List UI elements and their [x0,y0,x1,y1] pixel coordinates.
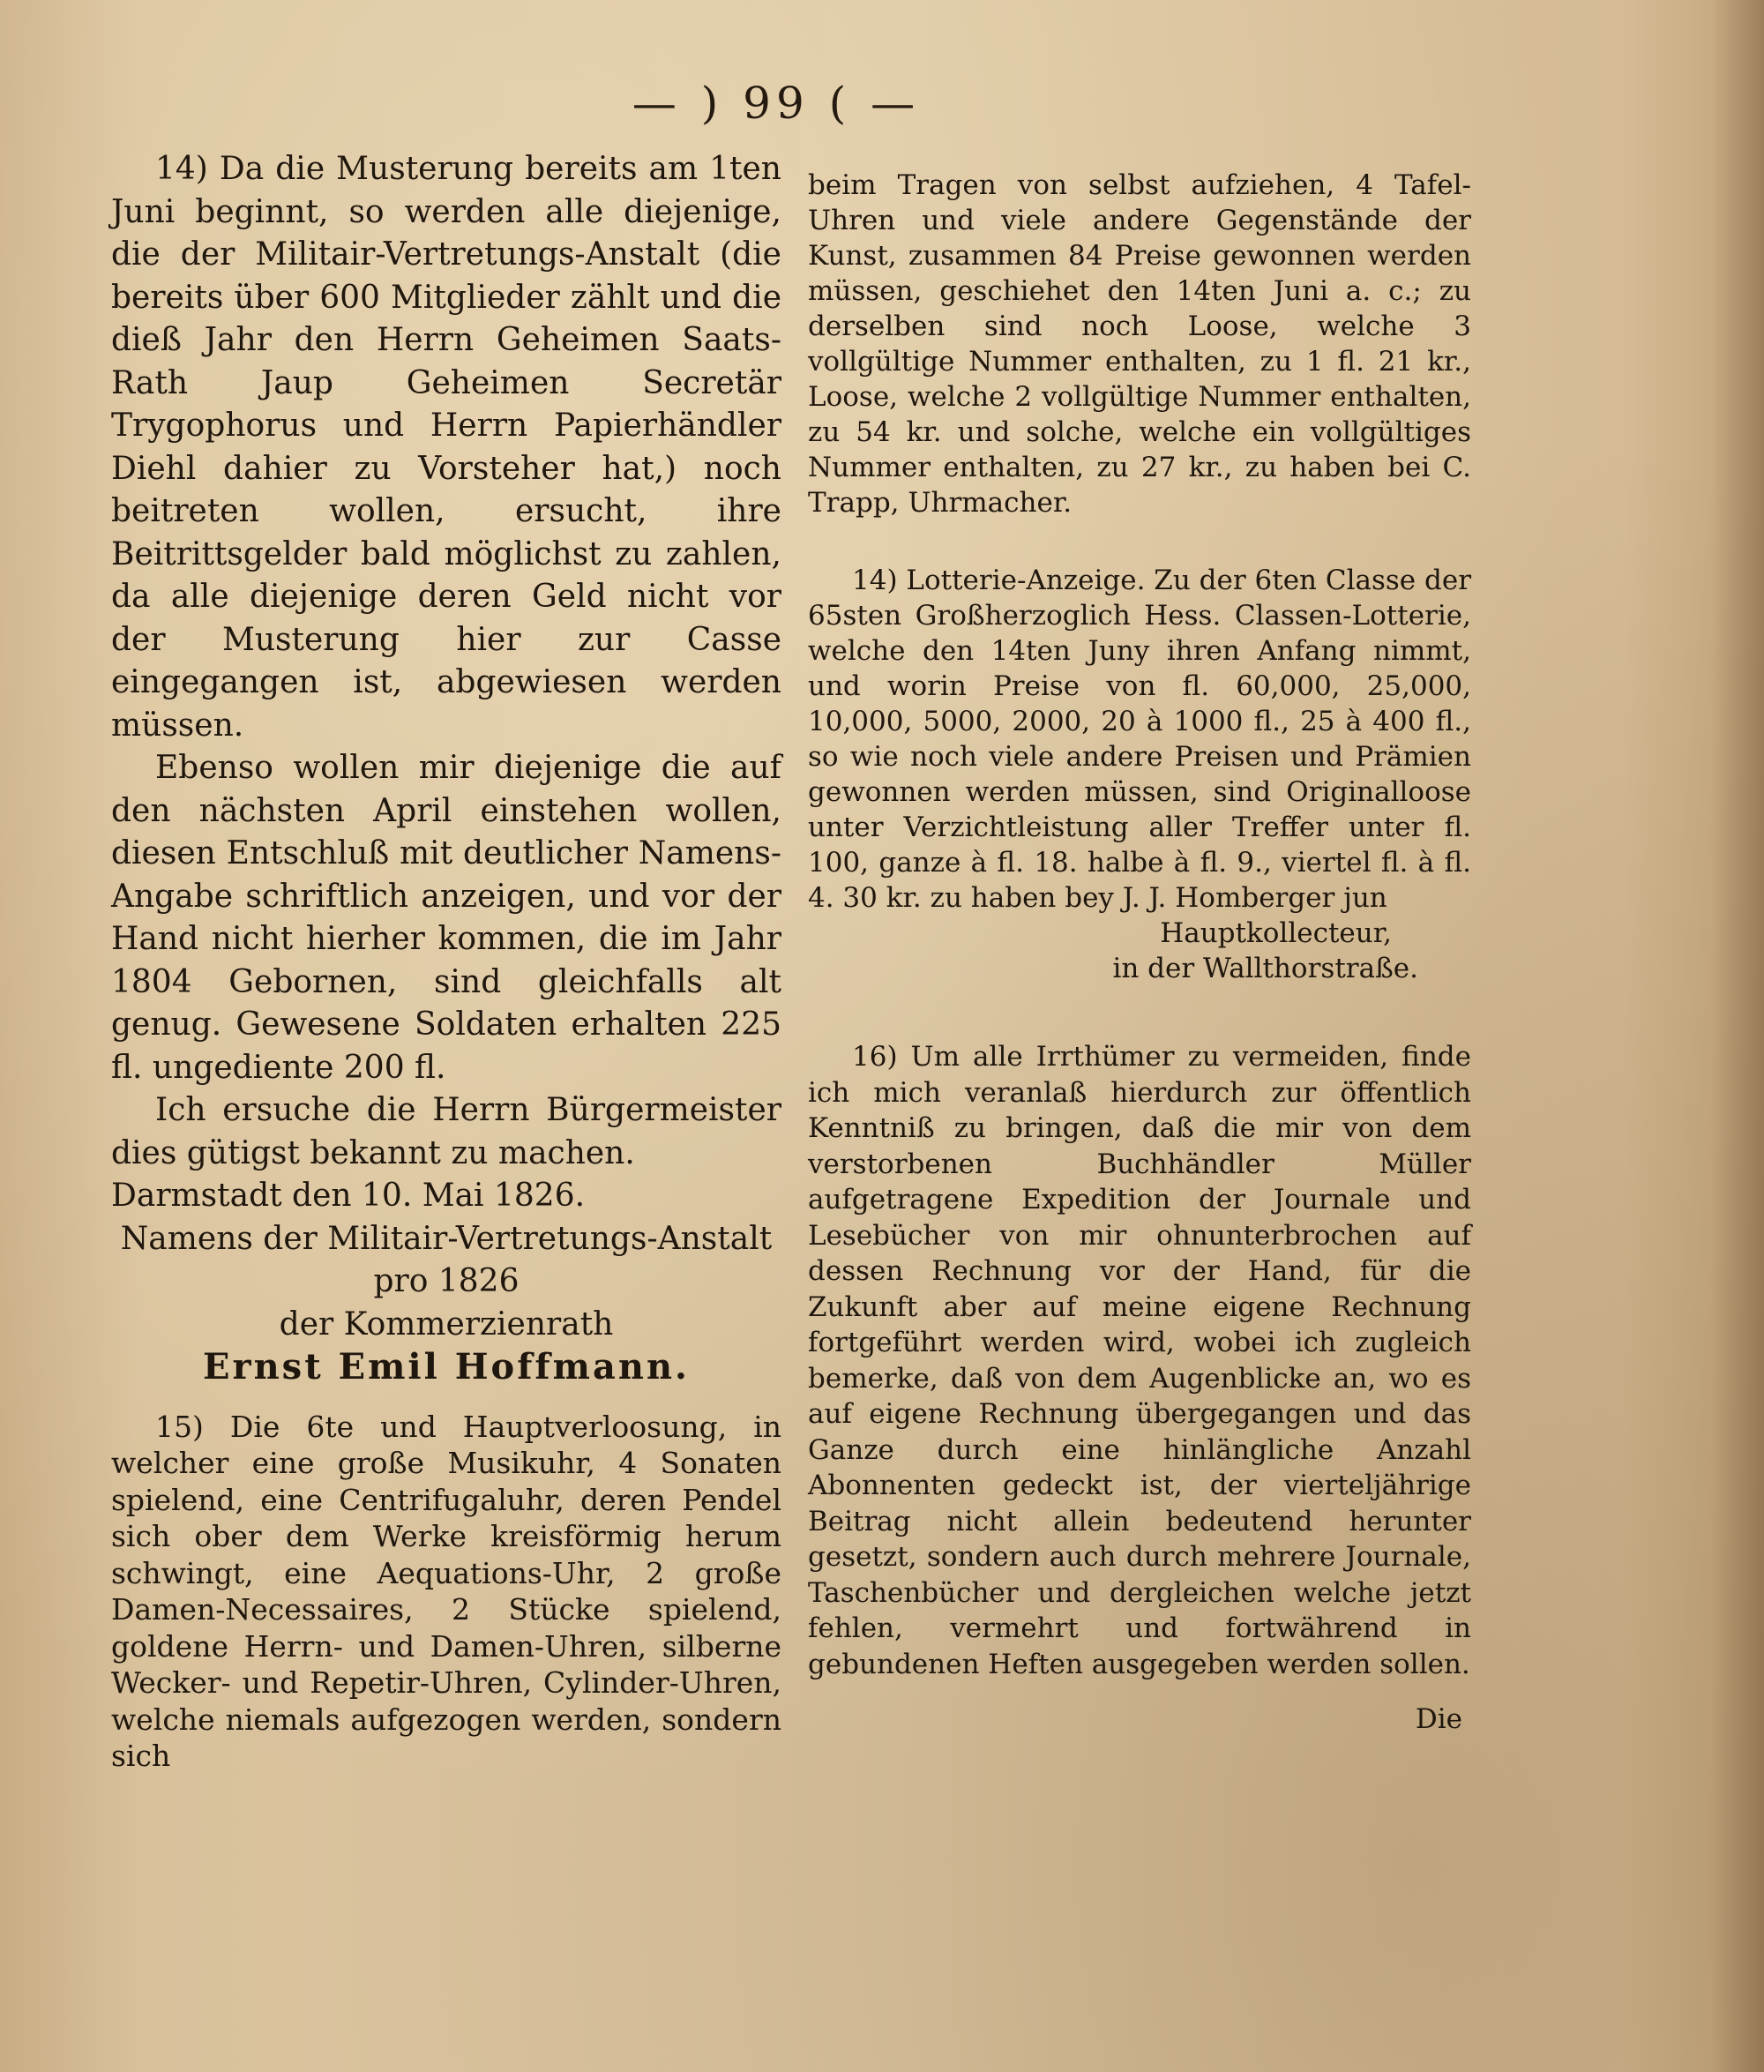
notice-14-lotterie: 14) Lotterie-Anzeige. Zu der 6ten Classe der 65sten Großherzoglich Hess. Classen-Lotterie, welche den 14ten Juny ihren Anfang nimmt, und worin Preise von fl. 60,000, 25,000, 10,000, 5000, 2000, 20 à 1000 fl., 25 à 400 fl., so wie noch viele andere Preisen und Prämien gewonnen werden müssen, sind Originalloose unter Verzichtleistung aller Treffer unter fl. 100, ganze à fl. 18. halbe à fl. 9., viertel fl. à fl. 4. 30 kr. zu haben bey J. J. Homberger jun [808,565,1472,914]
date-line: Darmstadt den 10. Mai 1826. [111,1178,586,1214]
lotterie-signature-1: Hauptkollecteur, [1160,917,1392,949]
right-column [808,168,1471,1737]
spacer [111,1389,781,1409]
signature-line-1: Namens der Militair-Vertretungs-Anstalt pro 1826 [120,1220,773,1299]
notice-ersuche: Ich ersuche die Herrn Bürgermeister dies gütigst bekannt zu machen. [111,1092,781,1171]
notice-15: 15) Die 6te und Hauptverloosung, in welcher eine große Musikuhr, 4 Sonaten spielend, eine Centrifugaluhr, deren Pendel sich ober dem Werke kreisförmig herum schwingt, eine Aequations-Uhr, 2 große Damen-Necessaires, 2 Stücke spielend, goldene Herrn- und Damen-Uhren, silberne Wecker- und Repetir-Uhren, Cylinder-Uhren, welche niemals aufgezogen werden, sondern sich [111,1409,781,1773]
page-header: — ) 99 ( — [632,78,921,129]
notice-ebenso: Ebenso wollen mir diejenige die auf den nächsten April einstehen wollen, diesen Entschluß mit deutlicher Namens-Angabe schriftlich anzeigen, und vor der Hand nicht hierher kommen, die im Jahr 1804 Gebornen, sind gleichfalls alt genug. Gewesene Soldaten erhalten 225 fl. ungediente 200 fl. [111,750,781,1086]
spacer [808,520,1471,563]
notice-14-militair: 14) Da die Musterung bereits am 1ten Juni beginnt, so werden alle diejenige, die der Militair-Vertretungs-Anstalt (die bereits über 600 Mitglieder zählt und die dieß Jahr den Herrn Geheimen Saats-Rath Jaup Geheimen Secretär Trygophorus und Herrn Papierhändler Diehl dahier zu Vorsteher hat,) noch beitreten wollen, ersucht, ihre Beitrittsgelder bald möglichst zu zahlen, da alle diejenige deren Geld nicht vor der Musterung hier zur Casse eingegangen ist, abgewiesen werden müssen. [111,151,781,744]
spacer [808,986,1471,1039]
signature-line-2: der Kommerzienrath [279,1305,614,1343]
notice-16: 16) Um alle Irrthümer zu vermeiden, finde ich mich veranlaß hierdurch zur öffentlich Kenntniß zu bringen, daß die mir von dem verstorbenen Buchhändler Müller aufgetragene Expedition der Journale und Lesebücher von mir ohnunterbrochen auf dessen Rechnung vor der Hand, für die Zukunft aber auf meine eigene Rechnung fortgeführt werden wird, wobei ich zugleich bemerke, daß von dem Augenblicke an, wo es auf eigene Rechnung übergegangen und das Ganze durch eine hinlängliche Anzahl Abonnenten gedeckt ist, der vierteljährige Beitrag nicht allein bedeutend herunter gesetzt, sondern auch durch mehrere Journale, Taschenbücher und dergleichen welche jetzt fehlen, vermehrt und fortwährend in gebundenen Heften ausgegeben werden sollen. [808,1041,1471,1680]
page-edge-shadow [1711,0,1764,2072]
lotterie-signature-2: in der Wallthorstraße. [1112,953,1418,984]
left-column [111,148,781,1775]
spacer [808,1682,1471,1702]
catchword: Die [1415,1703,1462,1735]
notice-15-continued: beim Tragen von selbst aufziehen, 4 Tafel-Uhren und viele andere Gegenstände der Kunst, zusammen 84 Preise gewonnen werden müssen, geschiehet den 14ten Juni a. c.; zu derselben sind noch Loose, welche 3 vollgültige Nummer enthalten, zu 1 fl. 21 kr., Loose, welche 2 vollgültige Nummer enthalten, zu 54 kr. und solche, welche ein vollgültiges Nummer enthalten, zu 27 kr., zu haben bei C. Trapp, Uhrmacher. [808,169,1471,519]
signature-name: Ernst Emil Hoffmann. [203,1346,690,1388]
